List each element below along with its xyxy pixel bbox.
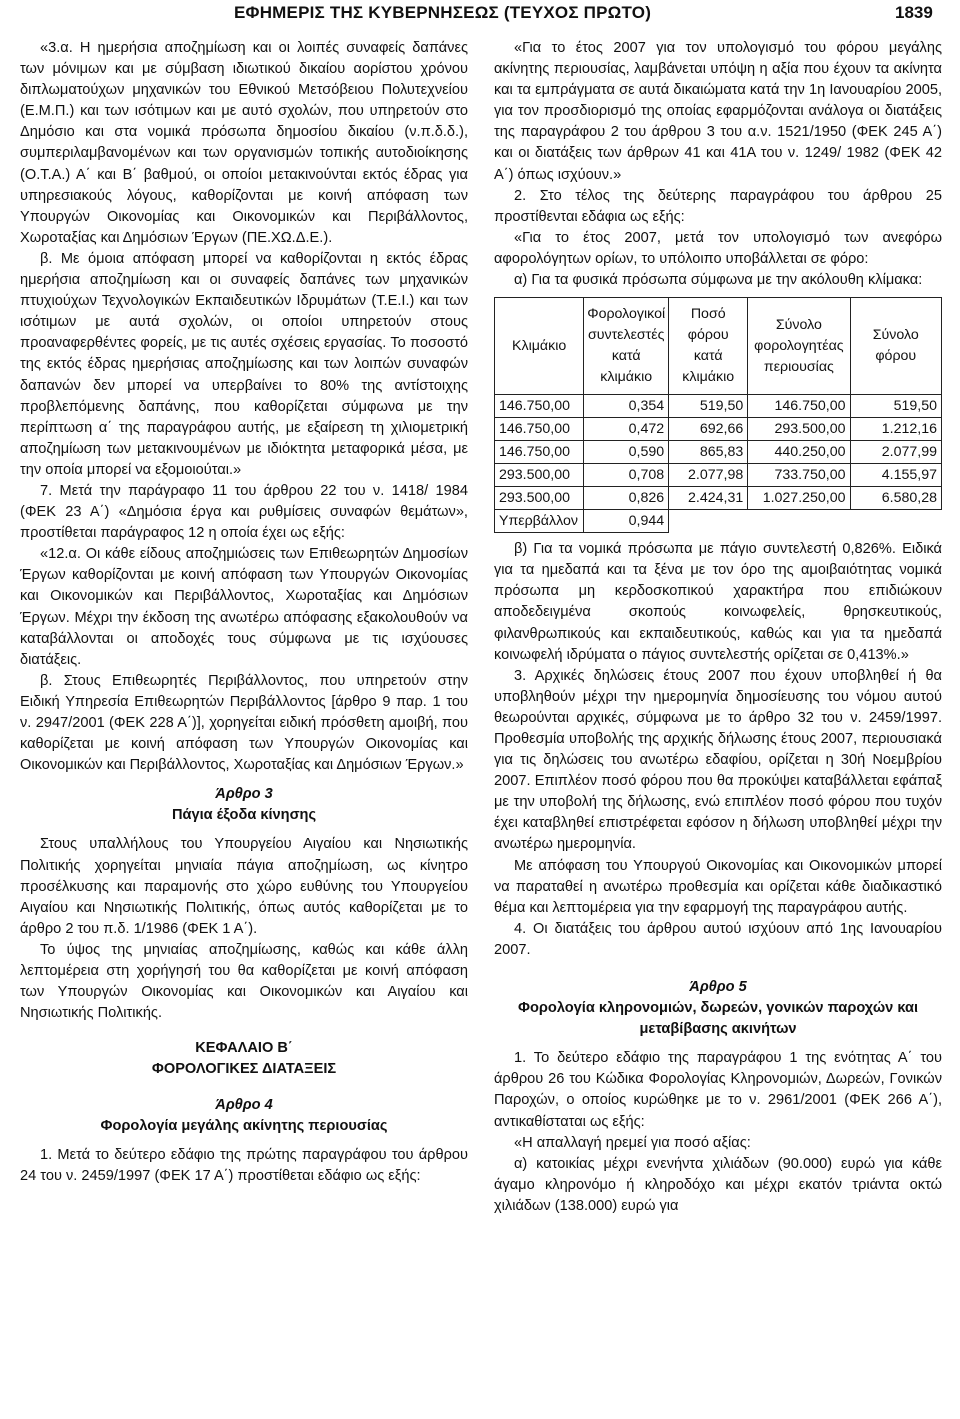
paragraph: 2. Στο τέλος της δεύτερης παραγράφου του άρθρου 25 προστίθενται εδάφια ως εξής: [494, 187, 942, 225]
table-cell: 146.750,00 [748, 395, 850, 418]
table-cell: 6.580,28 [850, 487, 941, 510]
table-row [495, 487, 942, 510]
paragraph: «3.α. Η ημερήσια αποζημίωση και οι λοιπές συναφείς δαπάνες των μόνιμων και με σύμβαση ιδιωτικού δικαίου αορίστου χρόνου διπλωματούχων μηχανικών του Εθνικού Μετσόβειου Πολυτεχνείου (Ε.Μ.Π.) και των ισότιμων και με αυτό σχολών, που υπηρετούν στο Δημόσιο και στα νομικά πρόσωπα δημοσίου δικαίου (ν.π.δ.δ.), συμπεριλαμβανομένων και των οργανισμών τοπικής αυτοδιοίκησης (Ο.Τ.Α.) Α΄ και Β΄ βαθμού, οι οποίοι μετακινούνται εκτός έδρας για υπηρεσιακούς λόγους, καθορίζονται με κοινή απόφαση των Υπουργών Οικονομίας και Οικονομικών και Περιβάλλοντος, Χωροταξίας και Δημόσιων Έργων (ΠΕ.ΧΩ.Δ.Ε.). [20, 40, 468, 246]
column-header: Φορολογικοί συντελεστές κατά κλιμάκιο [584, 298, 669, 395]
table-cell [850, 510, 941, 533]
paragraph: 7. Μετά την παράγραφο 11 του άρθρου 22 του ν. 1418/ 1984 (ΦΕΚ 23 Α΄) «Δημόσια έργα και ρυθμίσεις συναφών θεμάτων», προστίθεται παράγραφος 12 η οποία έχει ως εξής: [20, 482, 468, 542]
paragraph: β. Στους Επιθεωρητές Περιβάλλοντος, που υπηρετούν στην Ειδική Υπηρεσία Επιθεωρητών Περιβάλλοντος [άρθρο 9 παρ. 1 του ν. 2947/2001 (ΦΕΚ 228 Α΄)], χορηγείται ειδική πρόσθετη αμοιβή, που καθορίζεται με κοινή απόφαση των Υπουργών Οικονομίας και Οικονομικών και Περιβάλλοντος, Χωροταξίας και Δημόσιων Έργων.» [20, 672, 468, 774]
table-header-row [495, 298, 942, 395]
tax-scale-table [494, 297, 942, 533]
table-cell: 1.027.250,00 [748, 487, 850, 510]
table-cell: 733.750,00 [748, 464, 850, 487]
paragraph: «12.α. Οι κάθε είδους αποζημιώσεις των Επιθεωρητών Δημοσίων Έργων καθορίζονται με κοινή απόφαση των Υπουργών Οικονομίας και Οικονομικών και Περιβάλλοντος, Χωροταξίας και Δημόσιων Έργων. Μέχρι την έκδοση της ανωτέρω απόφασης εξακολουθούν να καταβάλλονται οι αποδοχές τους σύμφωνα με τις ισχύουσες διατάξεις. [20, 546, 468, 668]
article-5-heading: Άρθρο 5 [689, 979, 747, 995]
paragraph: α) Για τα φυσικά πρόσωπα σύμφωνα με την ακόλουθη κλίμακα: [514, 272, 923, 289]
table-cell: 293.500,00 [748, 418, 850, 441]
paragraph: β. Με όμοια απόφαση μπορεί να καθορίζονται η εκτός έδρας ημερήσια αποζημίωση και οι συναφείς δαπάνες των μηχανικών πτυχιούχων Τεχνολογικών Εκπαιδευτικών Ιδρυμάτων (Τ.Ε.Ι.) και των ισότιμων με αυτά σχολών, οι οποίοι υπηρετούν στους προαναφερθέντες φορείς, με τις αυτές σχέσεις εργασίας. Το ποσοστό της εκτός έδρας ημερήσιας αποζημίωσης και των λοιπών συναφών δαπανών δεν μπορεί να υπερβαίνει το 80% της αντίστοιχης προβλεπόμενης δαπάνης, που καθορίζεται σύμφωνα με την περίπτωση α΄ της παραγράφου αυτής, με εξαίρεση τη χιλιομετρική αποζημίωση των μετακινουμένων με ιδιόκτητα μεταφορικά μέσα, με την οποία μπορεί να εξομοιούται.» [20, 250, 468, 478]
table-cell: 0,708 [584, 464, 669, 487]
paragraph: 1. Το δεύτερο εδάφιο της παραγράφου 1 της ενότητας Α΄ του άρθρου 26 του Κώδικα Φορολογίας Κληρονομιών, Δωρεών, Γονικών Παροχών, ο οποίος κυρώθηκε με το ν. 2961/2001 (ΦΕΚ 266 Α΄), αντικαθίσταται ως εξής: [494, 1050, 942, 1130]
table-cell: 0,354 [584, 395, 669, 418]
paragraph: Στους υπαλλήλους του Υπουργείου Αιγαίου και Νησιωτικής Πολιτικής χορηγείται μηνιαία πάγια αποζημίωση, ως κίνητρο προσέλκυσης και παραμονής στο χώρο ευθύνης του Υπουργείου Αιγαίου και Νησιωτικής Πολιτικής, όπως αυτός καθορίζεται με το άρθρο 2 του π.δ. 1/1986 (ΦΕΚ 1 Α΄). [20, 836, 468, 937]
table-cell: 146.750,00 [495, 418, 584, 441]
table-cell: 519,50 [850, 395, 941, 418]
table-cell: 2.424,31 [669, 487, 748, 510]
table-cell: 0,590 [584, 441, 669, 464]
table-cell: 440.250,00 [748, 441, 850, 464]
article-4-title: Φορολογία μεγάλης ακίνητης περιουσίας [100, 1117, 388, 1134]
column-header: Σύνολο φόρου [850, 298, 941, 395]
column-header: Κλιμάκιο [495, 298, 584, 395]
table-cell [748, 510, 850, 533]
paragraph: «Για το έτος 2007 για τον υπολογισμό του φόρου μεγάλης ακίνητης περιουσίας, λαμβάνεται υπόψη η αξία που έχουν τα ακίνητα και τα εμπράγματα σε αυτά δικαιώματα κατά την 1η Ιανουαρίου 2005, για τον προσδιορισμό της οποίας εφαρμόζονται ανάλογα οι διατάξεις της παραγράφου 2 του άρθρου 3 του α.ν. 1521/1950 (ΦΕΚ 245 Α΄) και οι διατάξεις των άρθρων 41 και 41Α του ν. 1249/ 1982 (ΦΕΚ 42 Α΄) όπως ισχύουν.» [494, 40, 942, 183]
table-cell: 2.077,98 [669, 464, 748, 487]
column-header: Σύνολο φορολογητέας περιουσίας [748, 298, 850, 395]
left-column [20, 38, 468, 1187]
paragraph: «Η απαλλαγή ηρεμεί για ποσό αξίας: [514, 1134, 751, 1151]
table-cell: 146.750,00 [495, 395, 584, 418]
article-3-heading: Άρθρο 3 [215, 786, 273, 803]
table-cell: 1.212,16 [850, 418, 941, 441]
table-row [495, 464, 942, 487]
table-cell: 0,472 [584, 418, 669, 441]
chapter-heading: ΚΕΦΑΛΑΙΟ Β΄ [195, 1040, 293, 1057]
paragraph: 1. Μετά το δεύτερο εδάφιο της πρώτης παραγράφου του άρθρου 24 του ν. 2459/1997 (ΦΕΚ 17 Α΄) προστίθεται εδάφιο ως εξής: [20, 1146, 468, 1184]
article-4-heading: Άρθρο 4 [215, 1096, 273, 1113]
table-cell: 692,66 [669, 418, 748, 441]
table-cell: 865,83 [669, 441, 748, 464]
table-cell: 4.155,97 [850, 464, 941, 487]
table-cell: 2.077,99 [850, 441, 941, 464]
paragraph: «Για το έτος 2007, μετά τον υπολογισμό των ανεφόρω αφορολόγητων ορίων, το υπόλοιπο υποβάλλεται σε φόρο: [494, 229, 942, 267]
table-cell: 293.500,00 [495, 464, 584, 487]
page-header [0, 0, 960, 30]
table-cell: 293.500,00 [495, 487, 584, 510]
table-row [495, 395, 942, 418]
table-cell: 146.750,00 [495, 441, 584, 464]
paragraph: β) Για τα νομικά πρόσωπα με πάγιο συντελεστή 0,826%. Ειδικά για τα ημεδαπά και τα ξένα με τον όρο της αμοιβαιότητας νομικά πρόσωπα μη κερδοσκοπικού χαρακτήρα που επιδιώκουν αποδεδειγμένα σκοπούς κοινωφελείς, θρησκευτικούς, φιλανθρωπικούς και εκπαιδευτικούς, καθώς και για τα ημεδαπά κοινωφελή ιδρύματα ο πάγιος συντελεστής ορίζεται σε 0,413%.» [494, 541, 942, 663]
table-cell [669, 510, 748, 533]
table-cell: 0,826 [584, 487, 669, 510]
paragraph: α) κατοικίας μέχρι ενενήντα χιλιάδων (90.000) ευρώ για κάθε άγαμο κληρονόμο ή κληροδόχο και μέχρι εκατόν τριάντα οκτώ χιλιάδων (138.000) ευρώ για [494, 1155, 942, 1214]
table-cell: Υπερβάλλον [495, 510, 584, 533]
table-cell: 519,50 [669, 395, 748, 418]
page-number: 1839 [895, 3, 933, 22]
table-row [495, 441, 942, 464]
gazette-title: ΕΦΗΜΕΡΙΣ ΤΗΣ ΚΥΒΕΡΝΗΣΕΩΣ (ΤΕΥΧΟΣ ΠΡΩΤΟ) [234, 3, 652, 22]
article-3-title: Πάγια έξοδα κίνησης [171, 807, 317, 824]
chapter-title: ΦΟΡΟΛΟΓΙΚΕΣ ΔΙΑΤΑΞΕΙΣ [151, 1061, 337, 1078]
paragraph: Το ύψος της μηνιαίας αποζημίωσης, καθώς και κάθε άλλη λεπτομέρεια στη χορήγησή του θα καθορίζεται με κοινή απόφαση των Υπουργών Οικονομίας και Οικονομικών και Αιγαίου και Νησιωτικής Πολιτικής. [20, 941, 468, 1022]
paragraph: 4. Οι διατάξεις του άρθρου αυτού ισχύουν από 1ης Ιανουαρίου 2007. [494, 920, 942, 958]
table-cell: 0,944 [584, 510, 669, 533]
paragraph: Με απόφαση του Υπουργού Οικονομίας και Οικονομικών μπορεί να παραταθεί η ανωτέρω προθεσμία και ορίζεται κάθε διαδικαστικό θέμα και λεπτομέρεια για την εφαρμογή της παραγράφου αυτής. [494, 857, 942, 916]
column-header: Ποσό φόρου κατά κλιμάκιο [669, 298, 748, 395]
table-row [495, 510, 942, 533]
article-5-title: Φορολογία κληρονομιών, δωρεών, γονικών παροχών και μεταβίβασης ακινήτων [517, 1000, 919, 1038]
paragraph: 3. Αρχικές δηλώσεις έτους 2007 που έχουν υποβληθεί ή θα υποβληθούν μέχρι την ημερομηνία δημοσίευσης του νόμου αυτού θεωρούνται αρχικές, σύμφωνα με το άρθρο 32 του ν. 2459/1997. Προθεσμία υποβολής της αρχικής δήλωσης έτους 2007, περιουσιακά για τις δηλώσεις του ανωτέρω εδαφίου, ορίζεται η 30ή Νοεμβρίου 2007. Επιπλέον ποσό φόρου που θα προκύψει καταβάλλεται εφάπαξ με την υποβολή της δήλωσης, ενώ επιπλέον ποσό φόρου που τυχόν έχει καταβληθεί επιστρέφεται εφόσον η δήλωση υποβληθεί μέχρι την ανωτέρω ημερομηνία. [494, 667, 942, 853]
table-row [495, 418, 942, 441]
right-column [494, 38, 942, 1217]
